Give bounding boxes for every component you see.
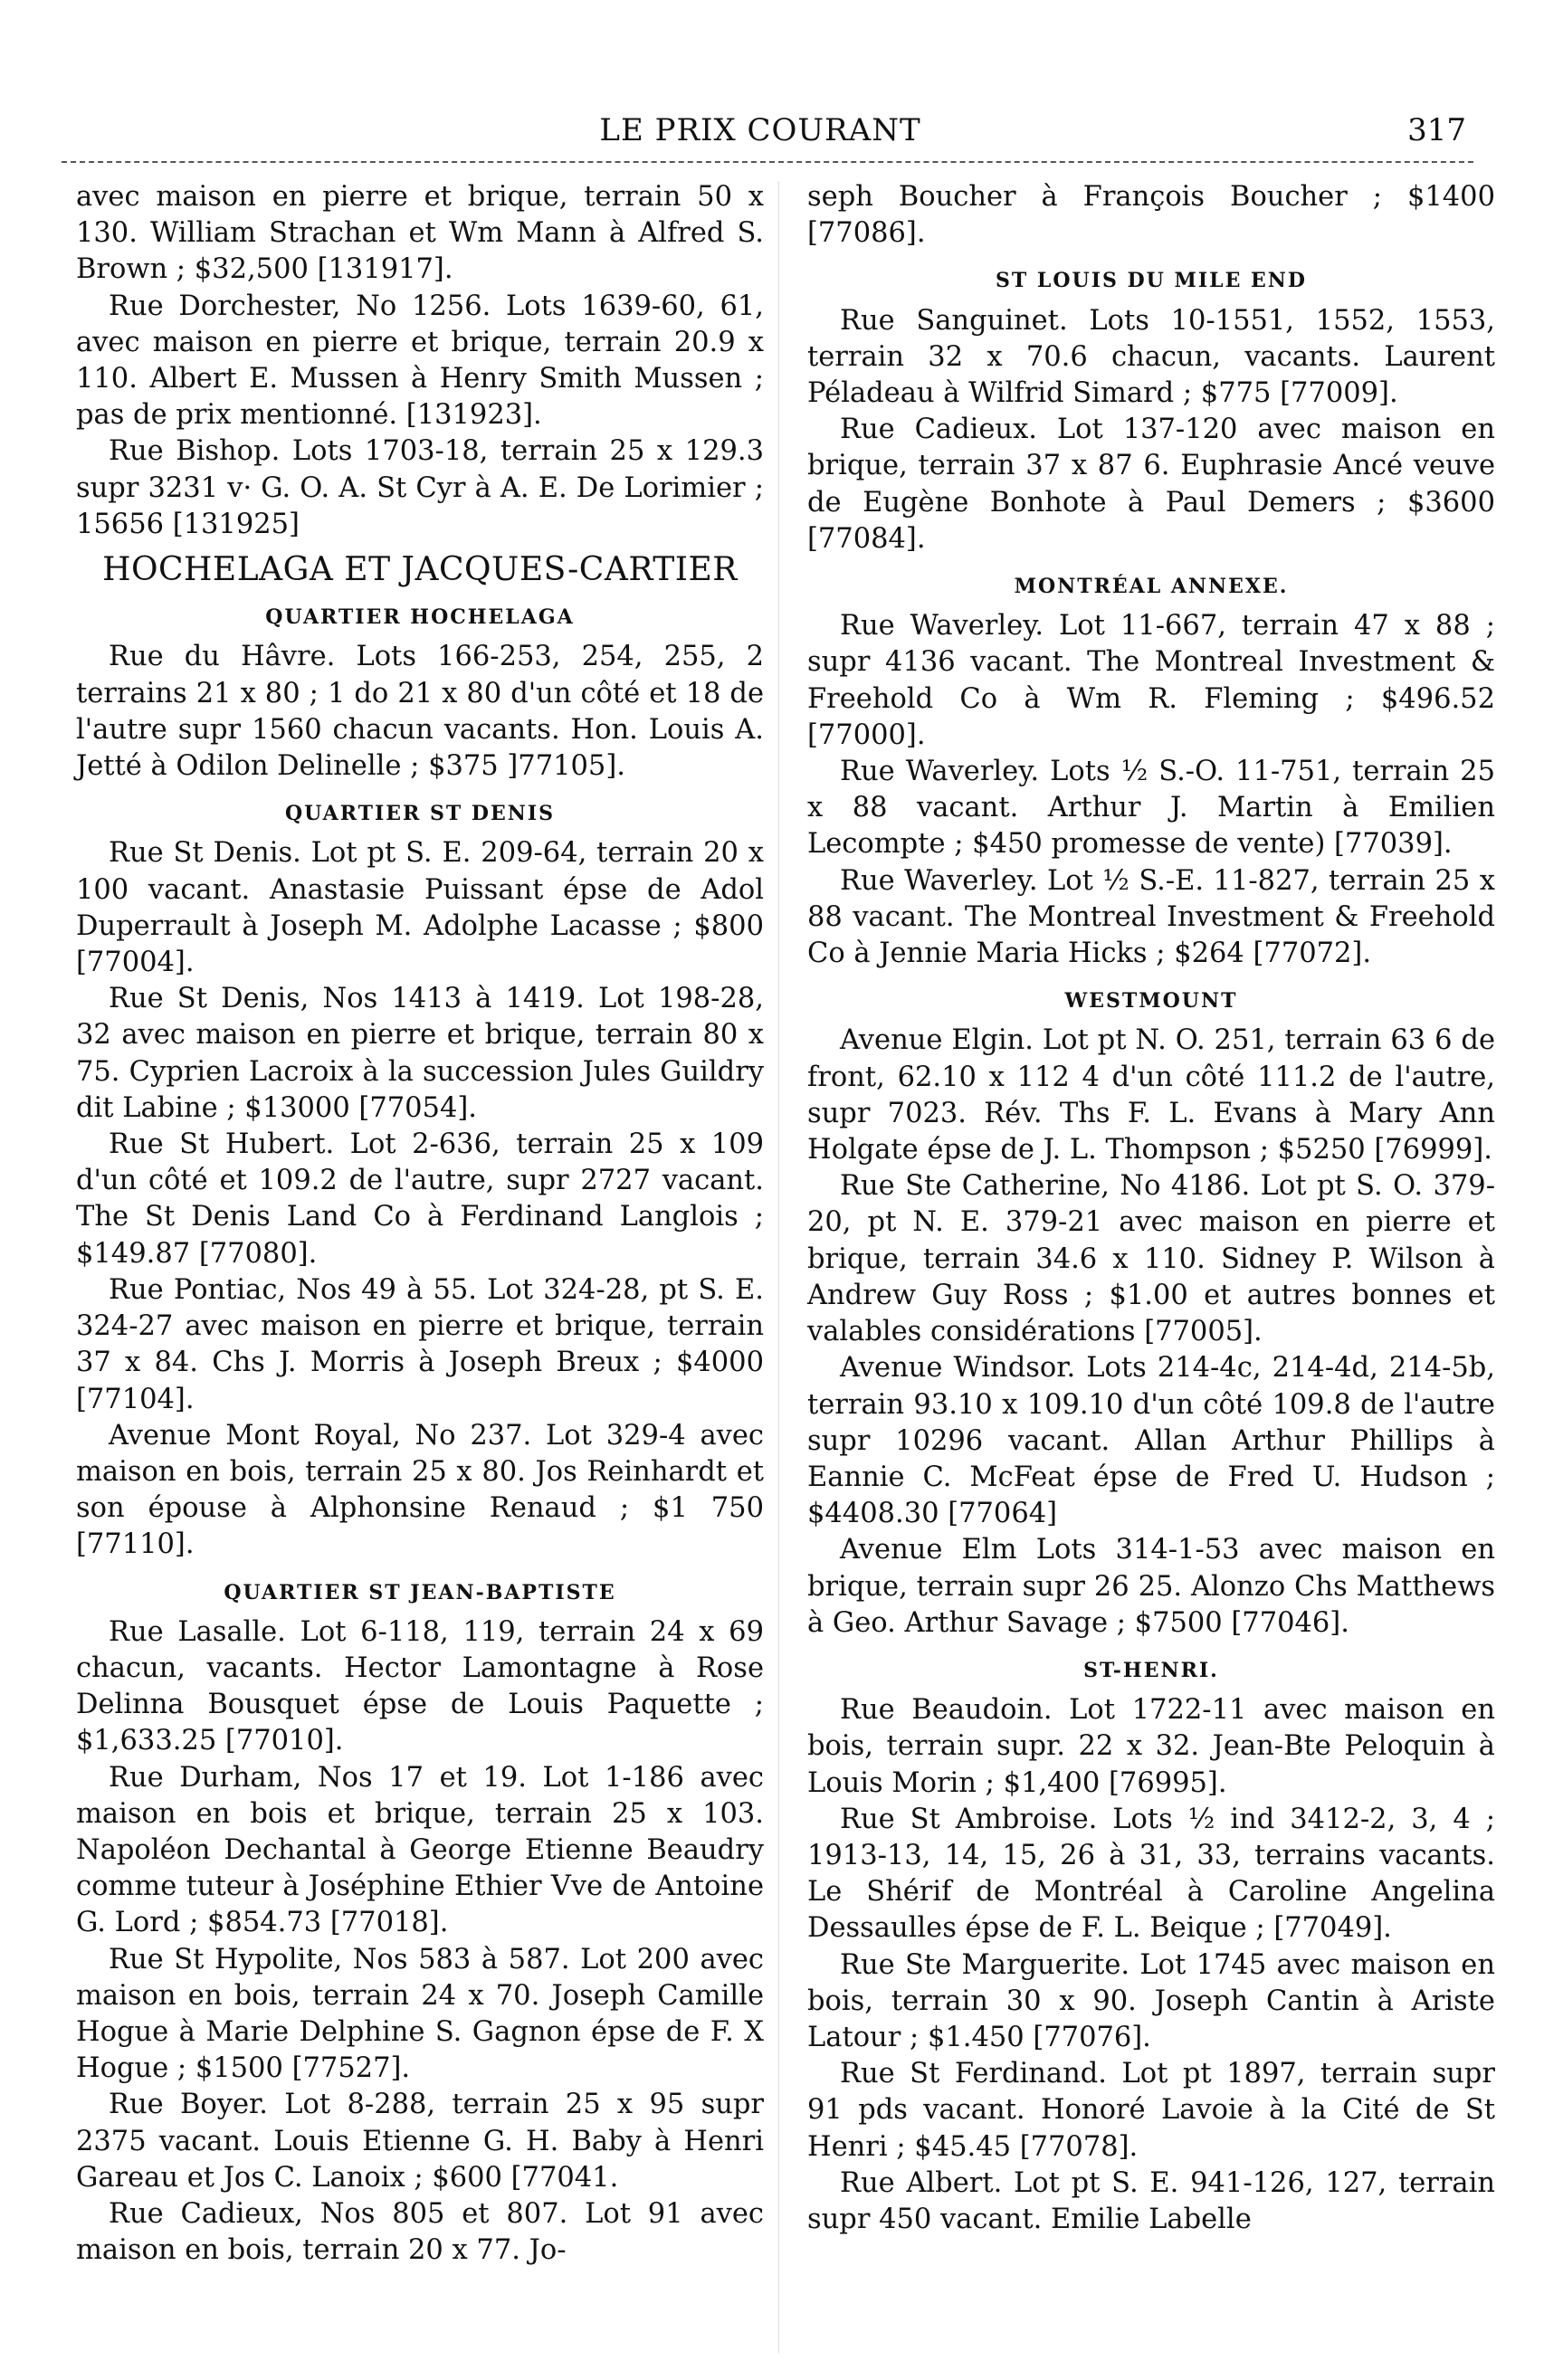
property-entry: Rue Cadieux, Nos 805 et 807. Lot 91 avec maison en bois, terrain 20 x 77. Jo- — [76, 2197, 764, 2267]
property-entry: Rue St Ambroise. Lots ½ ind 3412-2, 3, 4 ; 1913-13, 14, 15, 26 à 31, 33, terrains vacants. Le Shérif de Montréal à Caroline Angelina Dessaulles épse de F. L. Beique ; [77049]. — [807, 1803, 1495, 1945]
property-entry: Rue St Hubert. Lot 2-636, terrain 25 x 109 d'un côté et 109.2 de l'autre, supr 2727 vacant. The St Denis Land Co à Ferdinand Langlois ; $149.87 [77080]. — [76, 1128, 764, 1270]
property-entry: Rue St Denis, Nos 1413 à 1419. Lot 198-28, 32 avec maison en pierre et brique, terrain 80 x 75. Cyprien Lacroix à la succession Jules Guildry dit Labine ; $13000 [77054]. — [76, 983, 764, 1124]
subsection-heading: QUARTIER ST DENIS — [284, 802, 556, 826]
property-entry: Rue Durham, Nos 17 et 19. Lot 1-186 avec maison en bois et brique, terrain 25 x 103. Napoléon Dechantal à George Etienne Beaudry comme tuteur à Joséphine Ethier Vve de Antoine G. Lord ; $854.73 [77018]. — [76, 1761, 764, 1939]
right-column — [807, 179, 1495, 2238]
property-entry: Rue St Ferdinand. Lot pt 1897, terrain supr 91 pds vacant. Honoré Lavoie à la Cité de St Henri ; $45.45 [77078]. — [807, 2058, 1495, 2163]
header-rule — [62, 161, 1473, 163]
property-entry: Avenue Windsor. Lots 214-4c, 214-4d, 214-5b, terrain 93.10 x 109.10 d'un côté 109.8 de l'autre supr 10296 vacant. Allan Arthur Phillips à Eannie C. McFeat épse de Fred U. Hudson ; $4408.30 [77064] — [807, 1352, 1495, 1530]
section-heading: HOCHELAGA ET JACQUES-CARTIER — [102, 551, 738, 589]
page-number: 317 — [1407, 112, 1466, 148]
left-column — [76, 179, 764, 2269]
page-header — [54, 105, 1466, 159]
subsection-heading: ST-HENRI. — [1083, 1658, 1219, 1682]
property-entry: Rue Cadieux. Lot 137-120 avec maison en brique, terrain 37 x 87 6. Euphrasie Ancé veuve de Eugène Bonhote à Paul Demers ; $3600 [77084]. — [807, 414, 1495, 555]
subsection-heading: ST LOUIS DU MILE END — [996, 269, 1307, 293]
property-entry: Rue St Hypolite, Nos 583 à 587. Lot 200 avec maison en bois, terrain 24 x 70. Joseph Camille Hogue à Marie Delphine S. Gagnon épse de F. X Hogue ; $1500 [77527]. — [76, 1943, 764, 2085]
column-divider — [778, 181, 779, 2353]
property-entry: seph Boucher à François Boucher ; $1400 [77086]. — [807, 181, 1495, 250]
subsection-heading: QUARTIER ST JEAN-BAPTISTE — [224, 1580, 616, 1604]
property-entry: Rue Beaudoin. Lot 1722-11 avec maison en bois, terrain supr. 22 x 32. Jean-Bte Peloquin à Louis Morin ; $1,400 [76995]. — [807, 1694, 1495, 1799]
property-entry: Rue Waverley. Lot ½ S.-E. 11-827, terrain 25 x 88 vacant. The Montreal Investment & Freehold Co à Jennie Maria Hicks ; $264 [77072]. — [807, 864, 1495, 970]
property-entry: Rue Lasalle. Lot 6-118, 119, terrain 24 x 69 chacun, vacants. Hector Lamontagne à Rose Delinna Bousquet épse de Louis Paquette ; $1,633.25 [77010]. — [76, 1615, 764, 1757]
property-entry: Rue St Denis. Lot pt S. E. 209-64, terrain 20 x 100 vacant. Anastasie Puissant épse de Adol Duperrault à Joseph M. Adolphe Lacasse ; $800 [77004]. — [76, 837, 764, 979]
property-entry: Rue du Hâvre. Lots 166-253, 254, 255, 2 terrains 21 x 80 ; 1 do 21 x 80 d'un côté et 18 de l'autre supr 1560 chacun vacants. Hon. Louis A. Jetté à Odilon Delinelle ; $375 ]77105]. — [76, 641, 764, 783]
property-entry: Rue Ste Marguerite. Lot 1745 avec maison en bois, terrain 30 x 90. Joseph Cantin à Ariste Latour ; $1.450 [77076]. — [807, 1948, 1495, 2053]
property-entry: Rue Sanguinet. Lots 10-1551, 1552, 1553, terrain 32 x 70.6 chacun, vacants. Laurent Péladeau à Wilfrid Simard ; $775 [77009]. — [807, 304, 1495, 410]
property-entry: Rue Dorchester, No 1256. Lots 1639-60, 61, avec maison en pierre et brique, terrain 20.9 x 110. Albert E. Mussen à Henry Smith Mussen ; pas de prix mentionné. [131923]. — [76, 290, 764, 432]
property-entry: Avenue Mont Royal, No 237. Lot 329-4 avec maison en bois, terrain 25 x 80. Jos Reinhardt et son épouse à Alphonsine Renaud ; $1 750 [77110]. — [76, 1419, 764, 1561]
journal-title: LE PRIX COURANT — [599, 112, 921, 148]
property-entry: Rue Bishop. Lots 1703-18, terrain 25 x 129.3 supr 3231 v· G. O. A. St Cyr à A. E. De Lorimier ; 15656 [131925] — [76, 435, 764, 540]
property-entry: avec maison en pierre et brique, terrain 50 x 130. William Strachan et Wm Mann à Alfred S. Brown ; $32,500 [131917]. — [76, 181, 764, 286]
property-entry: Rue Albert. Lot pt S. E. 941-126, 127, terrain supr 450 vacant. Emilie Labelle — [807, 2166, 1495, 2235]
subsection-heading: WESTMOUNT — [1064, 989, 1238, 1014]
subsection-heading: QUARTIER HOCHELAGA — [265, 605, 575, 630]
property-entry: Avenue Elgin. Lot pt N. O. 251, terrain 63 6 de front, 62.10 x 112 4 d'un côté 111.2 de l'autre, supr 7023. Rév. Ths F. L. Evans à Mary Ann Holgate épse de J. L. Thompson ; $5250 [76999]. — [807, 1024, 1495, 1166]
property-entry: Rue Boyer. Lot 8-288, terrain 25 x 95 supr 2375 vacant. Louis Etienne G. H. Baby à Henri Gareau et Jos C. Lanoix ; $600 [77041. — [76, 2089, 764, 2194]
property-entry: Rue Waverley. Lots ½ S.-O. 11-751, terrain 25 x 88 vacant. Arthur J. Martin à Emilien Lecompte ; $450 promesse de vente) [77039]. — [807, 756, 1495, 861]
property-entry: Rue Pontiac, Nos 49 à 55. Lot 324-28, pt S. E. 324-27 avec maison en pierre et brique, terrain 37 x 84. Chs J. Morris à Joseph Breux ; $4000 [77104]. — [76, 1273, 764, 1415]
property-entry: Rue Waverley. Lot 11-667, terrain 47 x 88 ; supr 4136 vacant. The Montreal Investment & Freehold Co à Wm R. Fleming ; $496.52 [77000]. — [807, 610, 1495, 751]
property-entry: Avenue Elm Lots 314-1-53 avec maison en brique, terrain supr 26 25. Alonzo Chs Matthews à Geo. Arthur Savage ; $7500 [77046]. — [807, 1534, 1495, 1639]
property-entry: Rue Ste Catherine, No 4186. Lot pt S. O. 379-20, pt N. E. 379-21 avec maison en pierre et brique, terrain 34.6 x 110. Sidney P. Wilson à Andrew Guy Ross ; $1.00 et autres bonnes et valables considérations [77005]. — [807, 1170, 1495, 1348]
subsection-heading: MONTRÉAL ANNEXE. — [1014, 575, 1289, 599]
